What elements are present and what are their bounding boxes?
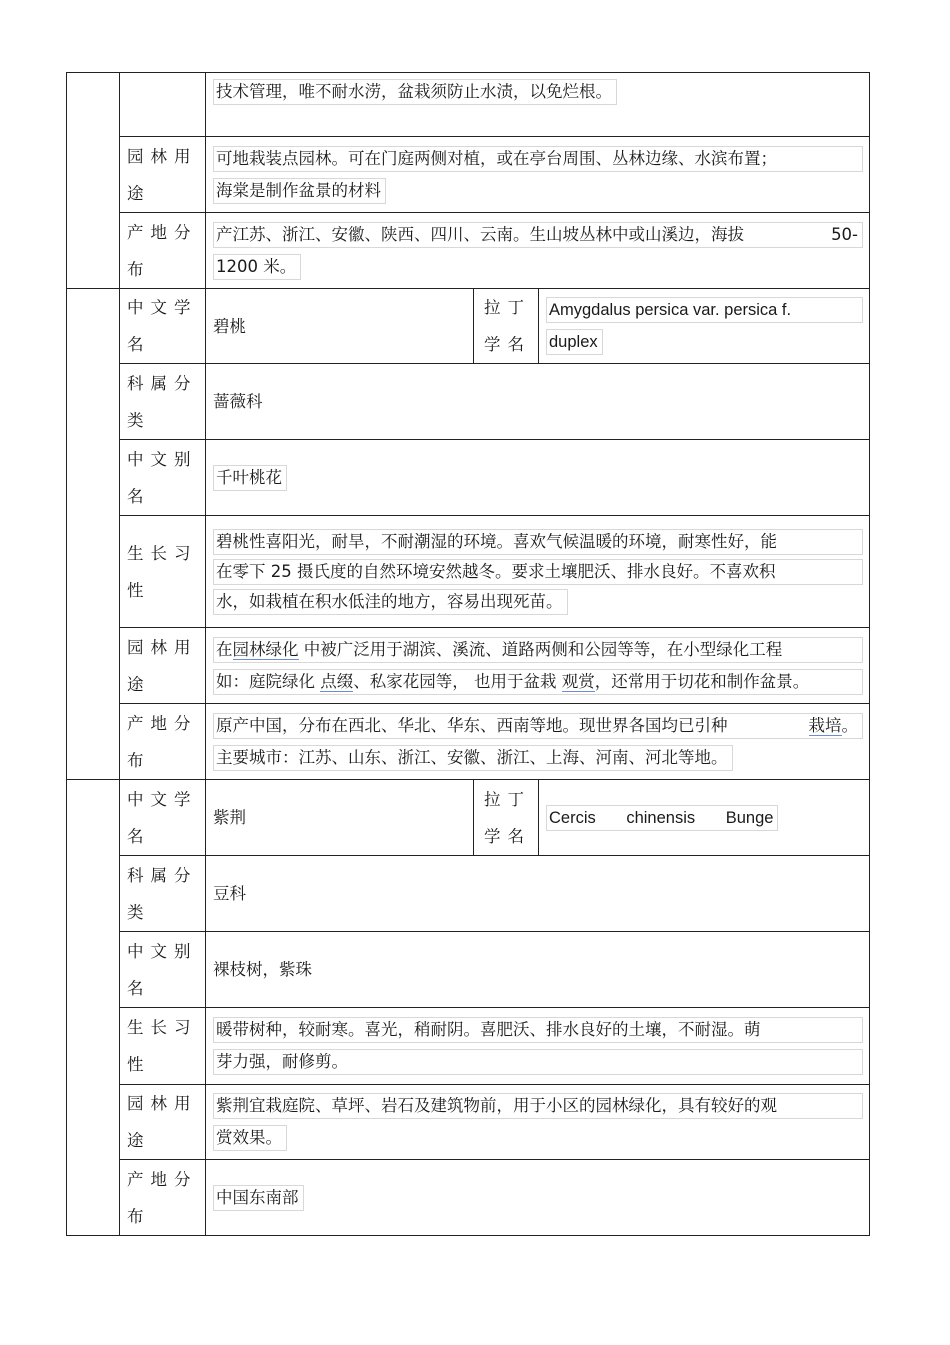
- text-fragment: 中被广泛用于湖滨、溪流、道路两侧和公园等等，在小型绿化工程: [298, 639, 783, 659]
- chinese-name-value: 紫荆: [206, 780, 474, 856]
- underlined-term: 栽培: [808, 715, 842, 735]
- table-row: [67, 213, 870, 289]
- row-label-family: 科属分类: [120, 364, 206, 440]
- row-label-origin: 产地分布: [120, 704, 206, 780]
- family-value: 蔷薇科: [206, 364, 870, 440]
- row-label-habit: 生长习性: [120, 1008, 206, 1085]
- row-label-alias: 中文别名: [120, 440, 206, 516]
- habit-line: 在零下 25 摄氏度的自然环境安然越冬。要求土壤肥沃、排水良好。不喜欢积: [213, 559, 863, 585]
- use-cell: [206, 628, 870, 704]
- habit-line: 水，如栽植在积水低洼的地方，容易出现死苗。: [213, 589, 568, 615]
- table-row: [67, 856, 870, 932]
- row-label-use: 园林用途: [120, 628, 206, 704]
- use-cell: [206, 137, 870, 213]
- text-fragment: 原产中国，分布在西北、华北、华东、西南等地。现世界各国均已引种: [216, 715, 728, 735]
- table-row: [67, 1160, 870, 1236]
- habit-line: 暖带树种，较耐寒。喜光，稍耐阴。喜肥沃、排水良好的土壤，不耐湿。萌: [213, 1017, 863, 1043]
- use-line: 海棠是制作盆景的材料: [213, 178, 386, 204]
- alias-cell: [206, 440, 870, 516]
- latin-name-line: Cercis chinensis Bunge: [546, 805, 778, 831]
- chinese-name-value: 碧桃: [206, 289, 474, 364]
- use-line: 赏效果。: [213, 1125, 287, 1151]
- origin-line: 主要城市：江苏、山东、浙江、安徽、浙江、上海、河南、河北等地。: [213, 745, 733, 771]
- family-value: 豆科: [206, 856, 870, 932]
- alias-value: 千叶桃花: [213, 465, 287, 491]
- table-row: [67, 364, 870, 440]
- entry-number-cell: [67, 780, 120, 1236]
- origin-text: 产江苏、浙江、安徽、陕西、四川、云南。生山坡丛林中或山溪边，海拔: [216, 224, 744, 244]
- habit-cell: [206, 516, 870, 628]
- table-row: [67, 73, 870, 137]
- table-row: [67, 1085, 870, 1160]
- text-fragment: 。: [841, 715, 859, 735]
- table-row: [67, 137, 870, 213]
- text-fragment: 如：庭院绿化: [216, 671, 321, 691]
- row-label-use: 园林用途: [120, 137, 206, 213]
- table-row: [67, 516, 870, 628]
- entry-number-cell: [67, 73, 120, 289]
- row-label-use: 园林用途: [120, 1085, 206, 1160]
- table-row: [67, 628, 870, 704]
- table-row: [67, 780, 870, 856]
- underlined-term: 园林绿化: [232, 639, 299, 659]
- latin-name-line: duplex: [546, 329, 603, 355]
- table-row: [67, 704, 870, 780]
- use-cell: [206, 1085, 870, 1160]
- row-label-chinese-name: 中文学名: [120, 780, 206, 856]
- text-fragment: 、私家花园等， 也用于盆栽: [353, 671, 562, 691]
- latin-name-cell: [539, 780, 870, 856]
- use-line: [213, 669, 863, 695]
- alias-value: 裸枝树，紫珠: [206, 932, 870, 1008]
- text-fragment-end: [809, 714, 859, 738]
- table-row: [67, 1008, 870, 1085]
- origin-line: 1200 米。: [213, 254, 301, 280]
- plant-info-table: [66, 72, 870, 1236]
- row-label-latin-name: 拉丁学名: [474, 289, 539, 364]
- origin-cell: [206, 213, 870, 289]
- habit-cell: [206, 1008, 870, 1085]
- row-label-alias: 中文别名: [120, 932, 206, 1008]
- origin-value: 中国东南部: [213, 1185, 304, 1211]
- use-line: 可地栽装点园林。可在门庭两侧对植，或在亭台周围、丛林边缘、水滨布置；: [213, 146, 863, 172]
- row-label-family: 科属分类: [120, 856, 206, 932]
- row-label-origin: 产地分布: [120, 1160, 206, 1236]
- habit-line: 芽力强，耐修剪。: [213, 1049, 863, 1075]
- habit-line: 技术管理，唯不耐水涝，盆栽须防止水渍，以免烂根。: [213, 79, 617, 105]
- row-label-latin-name: 拉丁学名: [474, 780, 539, 856]
- underlined-term: 点缀: [320, 671, 354, 691]
- habit-line: 碧桃性喜阳光，耐旱，不耐潮湿的环境。喜欢气候温暖的环境，耐寒性好，能: [213, 529, 863, 555]
- row-label-chinese-name: 中文学名: [120, 289, 206, 364]
- row-label-empty: [120, 73, 206, 137]
- table-row: [67, 440, 870, 516]
- use-line: [213, 637, 863, 663]
- latin-name-cell: [539, 289, 870, 364]
- row-label-habit: 生长习性: [120, 516, 206, 628]
- origin-line: [213, 713, 863, 739]
- underlined-term: 观赏: [561, 671, 595, 691]
- origin-cell: [206, 704, 870, 780]
- habit-continued-cell: [206, 73, 870, 137]
- use-line: 紫荆宜栽庭院、草坪、岩石及建筑物前，用于小区的园林绿化，具有较好的观: [213, 1093, 863, 1119]
- origin-line: [213, 222, 863, 248]
- text-fragment: 在: [216, 639, 233, 659]
- origin-altitude: 50-: [831, 224, 859, 244]
- table-row: [67, 289, 870, 364]
- text-fragment: ，还常用于切花和制作盆景。: [594, 671, 810, 691]
- origin-cell: [206, 1160, 870, 1236]
- entry-number-cell: [67, 289, 120, 780]
- latin-name-line: Amygdalus persica var. persica f.: [546, 297, 863, 323]
- row-label-origin: 产地分布: [120, 213, 206, 289]
- table-row: [67, 932, 870, 1008]
